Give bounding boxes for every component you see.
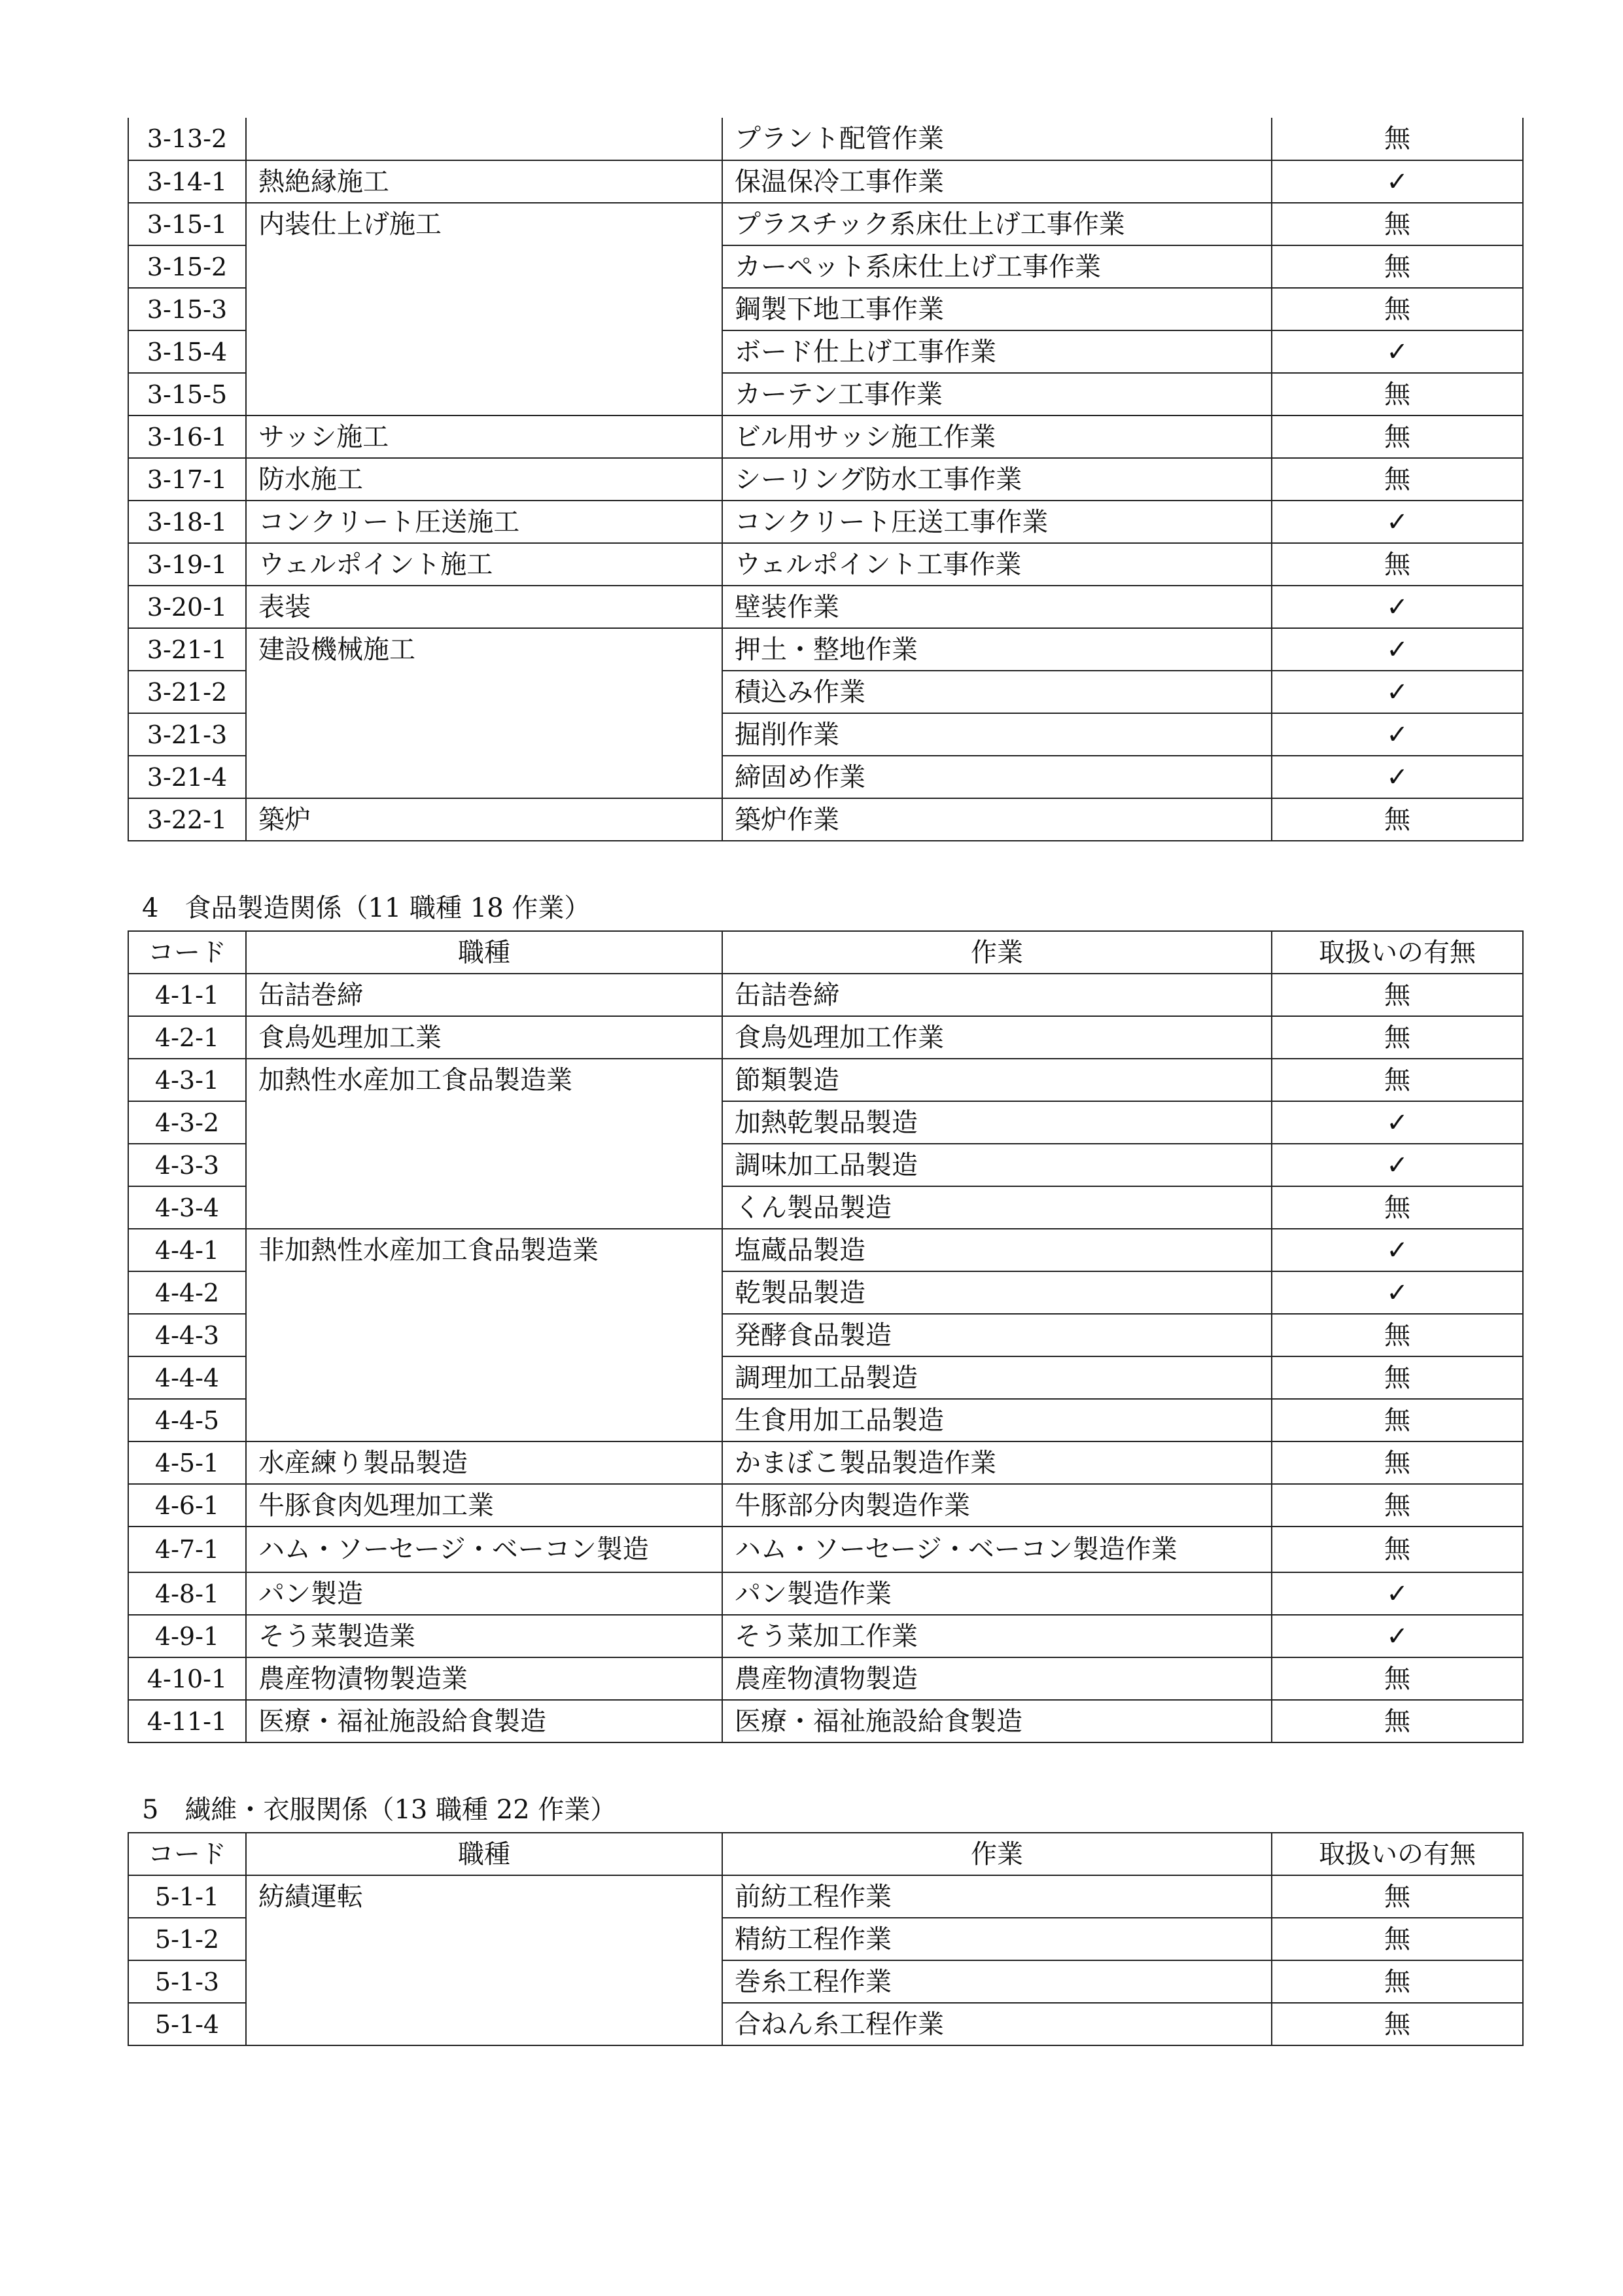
flag-cell: 無 — [1272, 1059, 1523, 1101]
job-cell: 缶詰巻締 — [246, 974, 722, 1016]
table-row — [128, 458, 1523, 501]
job-cell: 加熱性水産加工食品製造業 — [246, 1059, 722, 1101]
code-cell: 4-4-3 — [128, 1314, 246, 1356]
flag-cell: 無 — [1272, 415, 1523, 458]
job-cell: 建設機械施工 — [246, 628, 722, 671]
job-cell — [246, 1399, 722, 1441]
task-cell: 節類製造 — [722, 1059, 1272, 1101]
table-row — [128, 713, 1523, 756]
code-cell: 4-3-3 — [128, 1144, 246, 1186]
table-header-row — [128, 1833, 1523, 1875]
code-cell: 3-14-1 — [128, 160, 246, 203]
code-cell: 3-21-2 — [128, 671, 246, 713]
task-cell: ボード仕上げ工事作業 — [722, 330, 1272, 373]
task-cell: 掘削作業 — [722, 713, 1272, 756]
task-cell: 合ねん糸工程作業 — [722, 2003, 1272, 2045]
flag-cell: ✓ — [1272, 756, 1523, 798]
job-cell — [246, 330, 722, 373]
job-cell: 築炉 — [246, 798, 722, 841]
job-cell — [246, 671, 722, 713]
code-cell: 4-10-1 — [128, 1657, 246, 1700]
task-cell: 加熱乾製品製造 — [722, 1101, 1272, 1144]
code-cell: 3-21-1 — [128, 628, 246, 671]
code-cell: 4-7-1 — [128, 1527, 246, 1572]
table-row — [128, 1229, 1523, 1271]
job-cell: そう菜製造業 — [246, 1615, 722, 1657]
flag-cell: ✓ — [1272, 501, 1523, 543]
flag-cell: 無 — [1272, 288, 1523, 330]
header-task: 作業 — [722, 931, 1272, 974]
job-cell: 熱絶縁施工 — [246, 160, 722, 203]
section5-table — [128, 1832, 1524, 2046]
code-cell: 4-4-4 — [128, 1356, 246, 1399]
job-cell — [246, 1186, 722, 1229]
table-row — [128, 373, 1523, 415]
code-cell: 4-4-5 — [128, 1399, 246, 1441]
code-cell: 4-2-1 — [128, 1016, 246, 1059]
table-row — [128, 671, 1523, 713]
table-row — [128, 245, 1523, 288]
section4-title: 4 食品製造関係（11 職種 18 作業） — [142, 893, 591, 923]
task-cell: 乾製品製造 — [722, 1271, 1272, 1314]
task-cell: 缶詰巻締 — [722, 974, 1272, 1016]
table-row — [128, 1314, 1523, 1356]
code-cell: 5-1-2 — [128, 1918, 246, 1960]
table-row — [128, 118, 1523, 160]
code-cell: 3-21-3 — [128, 713, 246, 756]
flag-cell: 無 — [1272, 1484, 1523, 1527]
code-cell: 4-3-4 — [128, 1186, 246, 1229]
job-cell — [246, 1960, 722, 2003]
table-row — [128, 1572, 1523, 1615]
task-cell: 医療・福祉施設給食製造 — [722, 1700, 1272, 1742]
table-row — [128, 1059, 1523, 1101]
task-cell: ビル用サッシ施工作業 — [722, 415, 1272, 458]
job-cell — [246, 713, 722, 756]
code-cell: 3-15-5 — [128, 373, 246, 415]
code-cell: 4-8-1 — [128, 1572, 246, 1615]
flag-cell: 無 — [1272, 245, 1523, 288]
flag-cell: 無 — [1272, 1657, 1523, 1700]
code-cell: 4-1-1 — [128, 974, 246, 1016]
task-cell: シーリング防水工事作業 — [722, 458, 1272, 501]
flag-cell: 無 — [1272, 1186, 1523, 1229]
flag-cell: ✓ — [1272, 1572, 1523, 1615]
code-cell: 5-1-3 — [128, 1960, 246, 2003]
table-row — [128, 756, 1523, 798]
header-flag: 取扱いの有無 — [1272, 1833, 1523, 1875]
flag-cell: ✓ — [1272, 1101, 1523, 1144]
flag-cell: ✓ — [1272, 713, 1523, 756]
task-cell: 牛豚部分肉製造作業 — [722, 1484, 1272, 1527]
job-cell — [246, 1144, 722, 1186]
task-cell: 調味加工品製造 — [722, 1144, 1272, 1186]
flag-cell: 無 — [1272, 1527, 1523, 1572]
job-cell: 内装仕上げ施工 — [246, 203, 722, 245]
code-cell: 3-21-4 — [128, 756, 246, 798]
table-row — [128, 1657, 1523, 1700]
job-cell: 非加熱性水産加工食品製造業 — [246, 1229, 722, 1271]
code-cell: 4-6-1 — [128, 1484, 246, 1527]
code-cell: 4-11-1 — [128, 1700, 246, 1742]
task-cell: カーテン工事作業 — [722, 373, 1272, 415]
code-cell: 3-15-3 — [128, 288, 246, 330]
task-cell: 保温保冷工事作業 — [722, 160, 1272, 203]
task-cell: パン製造作業 — [722, 1572, 1272, 1615]
task-cell: 締固め作業 — [722, 756, 1272, 798]
job-cell: 食鳥処理加工業 — [246, 1016, 722, 1059]
table-row — [128, 330, 1523, 373]
code-cell: 3-20-1 — [128, 586, 246, 628]
code-cell: 4-4-2 — [128, 1271, 246, 1314]
code-cell: 5-1-4 — [128, 2003, 246, 2045]
flag-cell: 無 — [1272, 373, 1523, 415]
code-cell: 4-5-1 — [128, 1441, 246, 1484]
table-row — [128, 1144, 1523, 1186]
task-cell: 壁装作業 — [722, 586, 1272, 628]
flag-cell: 無 — [1272, 1960, 1523, 2003]
flag-cell: ✓ — [1272, 1229, 1523, 1271]
job-cell — [246, 245, 722, 288]
flag-cell: 無 — [1272, 974, 1523, 1016]
code-cell: 3-16-1 — [128, 415, 246, 458]
flag-cell: 無 — [1272, 798, 1523, 841]
flag-cell: 無 — [1272, 203, 1523, 245]
code-cell: 3-18-1 — [128, 501, 246, 543]
job-cell: 紡績運転 — [246, 1875, 722, 1918]
flag-cell: ✓ — [1272, 586, 1523, 628]
flag-cell: 無 — [1272, 1875, 1523, 1918]
table-row — [128, 203, 1523, 245]
flag-cell: ✓ — [1272, 1144, 1523, 1186]
job-cell — [246, 756, 722, 798]
job-cell: ハム・ソーセージ・ベーコン製造 — [246, 1527, 722, 1572]
table-row — [128, 1186, 1523, 1229]
code-cell: 4-9-1 — [128, 1615, 246, 1657]
code-cell: 3-15-2 — [128, 245, 246, 288]
table-row — [128, 160, 1523, 203]
table-row — [128, 2003, 1523, 2045]
task-cell: 押土・整地作業 — [722, 628, 1272, 671]
section3-continued-table — [128, 118, 1524, 841]
job-cell: 防水施工 — [246, 458, 722, 501]
table-header-row — [128, 931, 1523, 974]
flag-cell: 無 — [1272, 543, 1523, 586]
job-cell — [246, 373, 722, 415]
task-cell: そう菜加工作業 — [722, 1615, 1272, 1657]
header-flag: 取扱いの有無 — [1272, 931, 1523, 974]
job-cell — [246, 2003, 722, 2045]
table-row — [128, 1615, 1523, 1657]
code-cell: 3-17-1 — [128, 458, 246, 501]
table-row — [128, 1016, 1523, 1059]
flag-cell: 無 — [1272, 1356, 1523, 1399]
flag-cell: 無 — [1272, 1918, 1523, 1960]
flag-cell: ✓ — [1272, 628, 1523, 671]
table-row — [128, 1875, 1523, 1918]
flag-cell: ✓ — [1272, 160, 1523, 203]
table-row — [128, 1700, 1523, 1742]
task-cell: カーペット系床仕上げ工事作業 — [722, 245, 1272, 288]
task-cell: ハム・ソーセージ・ベーコン製造作業 — [722, 1527, 1272, 1572]
task-cell: 巻糸工程作業 — [722, 1960, 1272, 2003]
job-cell: コンクリート圧送施工 — [246, 501, 722, 543]
table-row — [128, 628, 1523, 671]
code-cell: 3-22-1 — [128, 798, 246, 841]
code-cell: 3-19-1 — [128, 543, 246, 586]
task-cell: 鋼製下地工事作業 — [722, 288, 1272, 330]
table-row — [128, 1918, 1523, 1960]
task-cell: 精紡工程作業 — [722, 1918, 1272, 1960]
task-cell: かまぼこ製品製造作業 — [722, 1441, 1272, 1484]
job-cell: 農産物漬物製造業 — [246, 1657, 722, 1700]
task-cell: 積込み作業 — [722, 671, 1272, 713]
task-cell: ウェルポイント工事作業 — [722, 543, 1272, 586]
header-code: コード — [128, 1833, 246, 1875]
header-job: 職種 — [246, 1833, 722, 1875]
table-row — [128, 415, 1523, 458]
table-row — [128, 798, 1523, 841]
job-cell: 表装 — [246, 586, 722, 628]
task-cell: プラント配管作業 — [722, 118, 1272, 160]
header-job: 職種 — [246, 931, 722, 974]
job-cell: ウェルポイント施工 — [246, 543, 722, 586]
job-cell: 水産練り製品製造 — [246, 1441, 722, 1484]
table-row — [128, 543, 1523, 586]
flag-cell: ✓ — [1272, 1615, 1523, 1657]
code-cell: 3-15-1 — [128, 203, 246, 245]
table-row — [128, 1527, 1523, 1572]
header-task: 作業 — [722, 1833, 1272, 1875]
flag-cell: 無 — [1272, 1441, 1523, 1484]
job-cell: サッシ施工 — [246, 415, 722, 458]
flag-cell: ✓ — [1272, 1271, 1523, 1314]
task-cell: 前紡工程作業 — [722, 1875, 1272, 1918]
flag-cell: 無 — [1272, 1700, 1523, 1742]
code-cell: 5-1-1 — [128, 1875, 246, 1918]
job-cell — [246, 118, 722, 160]
job-cell — [246, 1101, 722, 1144]
job-cell: パン製造 — [246, 1572, 722, 1615]
code-cell: 4-4-1 — [128, 1229, 246, 1271]
code-cell: 4-3-1 — [128, 1059, 246, 1101]
job-cell — [246, 1271, 722, 1314]
task-cell: コンクリート圧送工事作業 — [722, 501, 1272, 543]
table-row — [128, 1484, 1523, 1527]
flag-cell: 無 — [1272, 2003, 1523, 2045]
table-row — [128, 288, 1523, 330]
job-cell — [246, 1314, 722, 1356]
table-row — [128, 1441, 1523, 1484]
code-cell: 3-15-4 — [128, 330, 246, 373]
table-row — [128, 1101, 1523, 1144]
flag-cell: ✓ — [1272, 671, 1523, 713]
flag-cell: 無 — [1272, 458, 1523, 501]
table-row — [128, 1960, 1523, 2003]
table-row — [128, 1399, 1523, 1441]
job-cell — [246, 1918, 722, 1960]
task-cell: 農産物漬物製造 — [722, 1657, 1272, 1700]
flag-cell: 無 — [1272, 1399, 1523, 1441]
flag-cell: ✓ — [1272, 330, 1523, 373]
job-cell: 医療・福祉施設給食製造 — [246, 1700, 722, 1742]
document-page — [128, 118, 1522, 2046]
flag-cell: 無 — [1272, 1016, 1523, 1059]
task-cell: 発酵食品製造 — [722, 1314, 1272, 1356]
flag-cell: 無 — [1272, 118, 1523, 160]
table-row — [128, 974, 1523, 1016]
task-cell: 生食用加工品製造 — [722, 1399, 1272, 1441]
code-cell: 4-3-2 — [128, 1101, 246, 1144]
task-cell: 築炉作業 — [722, 798, 1272, 841]
table-row — [128, 586, 1523, 628]
task-cell: くん製品製造 — [722, 1186, 1272, 1229]
code-cell: 3-13-2 — [128, 118, 246, 160]
header-code: コード — [128, 931, 246, 974]
job-cell — [246, 288, 722, 330]
task-cell: プラスチック系床仕上げ工事作業 — [722, 203, 1272, 245]
section4-table — [128, 930, 1524, 1743]
table-row — [128, 1356, 1523, 1399]
table-row — [128, 501, 1523, 543]
job-cell — [246, 1356, 722, 1399]
section5-title: 5 繊維・衣服関係（13 職種 22 作業） — [142, 1795, 617, 1825]
flag-cell: 無 — [1272, 1314, 1523, 1356]
table-row — [128, 1271, 1523, 1314]
task-cell: 調理加工品製造 — [722, 1356, 1272, 1399]
task-cell: 食鳥処理加工作業 — [722, 1016, 1272, 1059]
task-cell: 塩蔵品製造 — [722, 1229, 1272, 1271]
job-cell: 牛豚食肉処理加工業 — [246, 1484, 722, 1527]
